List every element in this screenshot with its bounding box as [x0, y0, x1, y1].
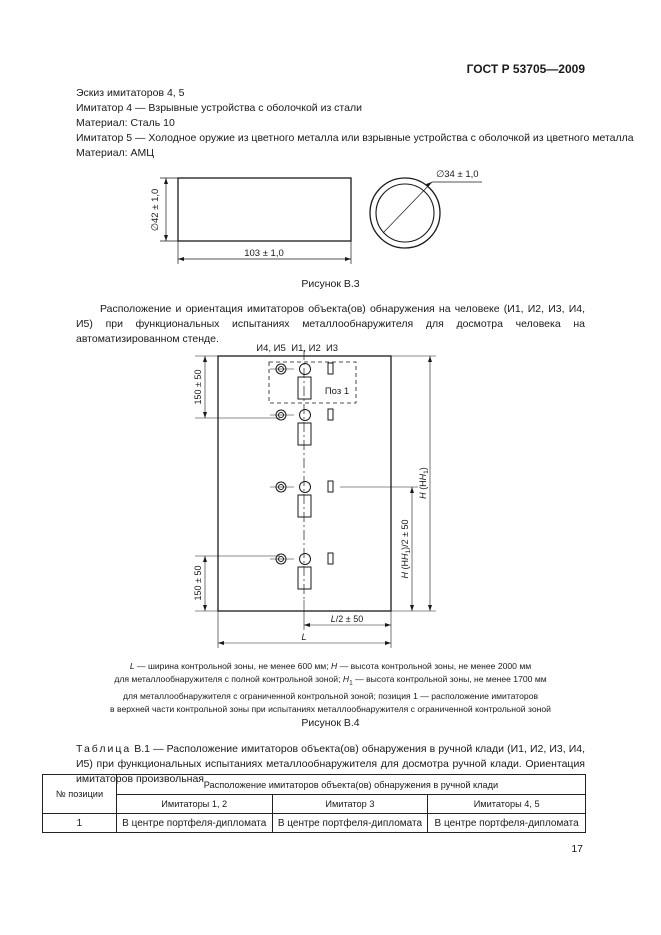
diameter-leader	[383, 182, 432, 233]
simulator-1-2-body	[298, 567, 311, 589]
table-subheader: Имитаторы 1, 2	[116, 795, 272, 814]
simulator-1-2-body	[298, 423, 311, 445]
figure-b3-caption: Рисунок В.3	[301, 278, 360, 290]
simulator-3	[328, 363, 333, 374]
page-number: 17	[571, 843, 583, 855]
arrowhead	[164, 235, 168, 241]
intro-line: Имитатор 4 — Взрывные устройства с оболочкой из стали	[76, 102, 362, 114]
cylinder-end-outer	[370, 178, 440, 248]
arrowhead	[304, 623, 310, 627]
cylinder-end-inner	[376, 184, 434, 242]
simulator-1-2	[300, 364, 311, 375]
table-header-group: Расположение имитаторов объекта(ов) обнаружения в ручной клади	[116, 775, 585, 795]
intro-line: Материал: АМЦ	[76, 147, 155, 159]
arrowhead	[203, 605, 207, 611]
arrowhead	[203, 556, 207, 562]
body-paragraph: Расположение и ориентация имитаторов объекта(ов) обнаружения на человеке (И1, И2, И3, И4, И5) при функциональных испытаниях металлообнаружителя для досмотра человека на автоматизированном стенде.	[76, 303, 585, 345]
arrowhead	[203, 356, 207, 362]
figure-b4-caption: Рисунок В.4	[301, 717, 360, 729]
standard-header: ГОСТ Р 53705—2009	[466, 62, 585, 76]
label-simulators-4-5: И4, И5	[256, 343, 286, 354]
dim-width: L	[301, 632, 307, 642]
table-cell: В центре портфеля-дипломата	[428, 814, 586, 833]
simulator-3	[328, 481, 333, 492]
table-caption-word: Таблица	[76, 743, 132, 755]
arrowhead	[385, 623, 391, 627]
intro-line: Имитатор 5 — Холодное оружие из цветного металла или взрывные устройства с оболочкой из цветного металла	[76, 132, 634, 144]
arrowhead	[410, 605, 414, 611]
arrowhead	[218, 641, 224, 645]
arrowhead	[428, 605, 432, 611]
table-subheader: Имитатор 3	[272, 795, 428, 814]
simulator-1-2	[300, 482, 311, 493]
simulator-1-2-body	[298, 377, 311, 399]
arrowhead	[164, 178, 168, 184]
intro-line: Эскиз имитаторов 4, 5	[76, 87, 185, 99]
note-line: для металлообнаружителя с полной контрольной зоной; $H_1$ — высота контрольной зоны, не менее 1700 мм	[114, 674, 547, 687]
arrowhead	[385, 641, 391, 645]
arrowhead	[345, 257, 351, 261]
simulator-1-2	[300, 410, 311, 421]
simulator-1-2	[300, 554, 311, 565]
intro-line: Материал: Сталь 10	[76, 117, 175, 129]
arrowhead	[178, 257, 184, 261]
dim-bottom-offset: 150 ± 50	[193, 565, 203, 601]
figure-b4-notes	[60, 660, 601, 716]
figure-b4-drawing	[0, 335, 661, 655]
dim-half-width: L/2 ± 50	[330, 614, 364, 624]
dim-top-offset: 150 ± 50	[193, 369, 203, 405]
position-1-label: Поз 1	[324, 386, 350, 397]
simulator-1-2-body	[298, 495, 311, 517]
dim-length: 103 ± 1,0	[244, 248, 284, 259]
table-b1	[42, 774, 586, 833]
cylinder-side-view	[178, 178, 351, 241]
dim-diameter-end: ∅34 ± 1,0	[436, 169, 479, 180]
note-line: L — ширина контрольной зоны, не менее 600 мм; H — высота контрольной зоны, не менее 2000 мм	[129, 661, 532, 671]
table-header-position: № позиции	[43, 775, 117, 814]
figure-b3-drawing	[0, 160, 661, 270]
table-cell: В центре портфеля-дипломата	[272, 814, 428, 833]
dim-height: H $(HH_1)$	[418, 467, 430, 499]
dim-diameter-side: ∅42 ± 1,0	[150, 188, 161, 232]
table-subheader: Имитаторы 4, 5	[428, 795, 586, 814]
label-simulators-1-2: И1, И2	[291, 343, 321, 354]
label-simulator-3: И3	[325, 343, 339, 354]
arrowhead	[203, 412, 207, 418]
note-line: для металлообнаружителя с ограниченной контрольной зоной; позиция 1 — расположение имитаторов	[122, 690, 539, 701]
dim-half-height: H $(HH_1)/2 \pm 50$	[400, 519, 412, 579]
control-zone-frame	[218, 356, 391, 611]
simulator-3	[328, 553, 333, 564]
arrowhead	[410, 487, 414, 493]
table-cell-position: 1	[43, 814, 117, 833]
table-row	[43, 814, 586, 833]
table-cell: В центре портфеля-дипломата	[116, 814, 272, 833]
note-line: в верхней части контрольной зоны при испытаниях металлообнаружителя с ограниченной контрольной зоной	[110, 703, 551, 714]
arrowhead	[428, 356, 432, 362]
table-caption-text: В.1 — Расположение имитаторов объекта(ов) обнаружения в ручной клади (И1, И2, И3, И4, И5) при функциональных испытаниях металлообнаружителя для досмотра ручной клади. Ориентация имитаторов произвольная	[76, 743, 585, 785]
simulator-3	[328, 409, 333, 420]
intro-block	[76, 86, 634, 161]
